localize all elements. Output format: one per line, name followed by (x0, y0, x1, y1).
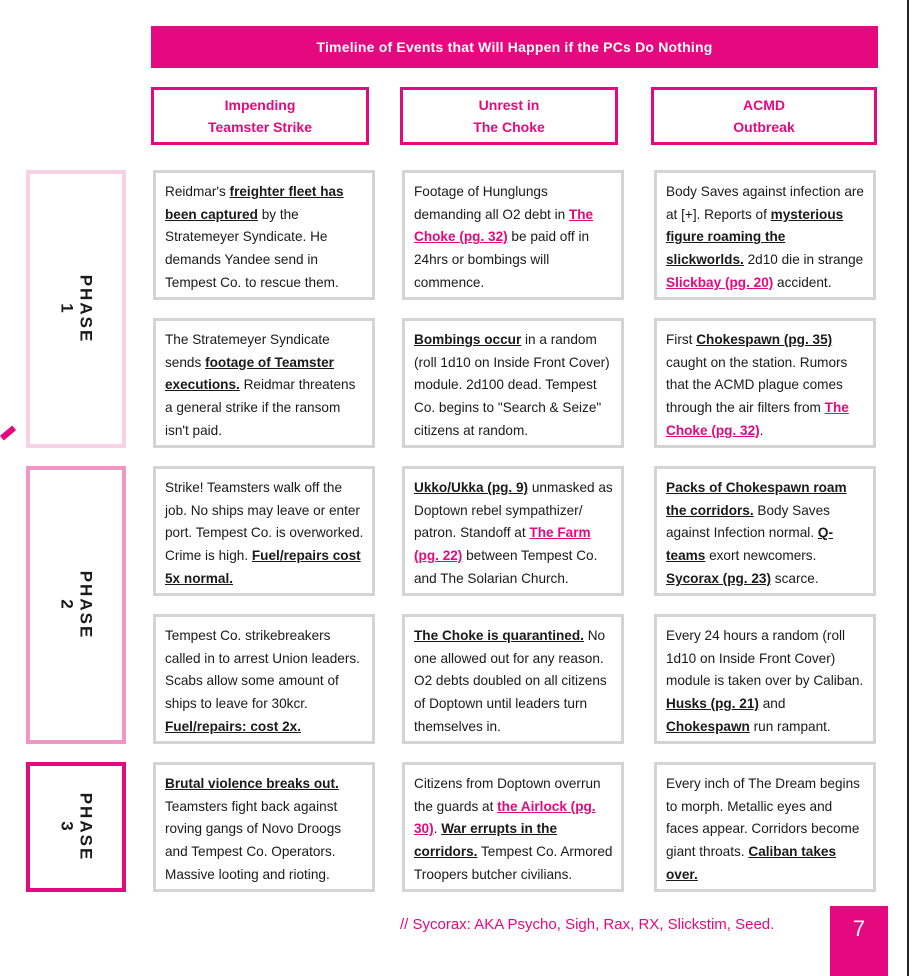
reference-link[interactable]: Brutal violence breaks out. (165, 776, 339, 791)
phase-3-label (57, 793, 95, 862)
column-header-line1: Impending (224, 97, 296, 113)
column-header-line2: Teamster Strike (207, 119, 312, 135)
corner-accent-mark (0, 426, 16, 441)
phase-1-block (26, 170, 126, 448)
phase-3-block (26, 762, 126, 892)
column-header-line1: Unrest in (478, 97, 540, 113)
phase-number: 3 (56, 821, 76, 833)
reference-link[interactable]: Sycorax (pg. 23) (666, 570, 772, 586)
reference-link[interactable]: War errupts in the corridors. (414, 821, 558, 860)
reference-link[interactable]: Ukko/Ukka (pg. 9) (414, 480, 529, 495)
reference-link[interactable]: Chokespawn (pg. 35) (696, 332, 833, 347)
reference-link[interactable]: footage of Teamster executions. (165, 354, 334, 393)
page-reference-link[interactable]: Slickbay (pg. 20) (666, 274, 774, 290)
reference-link[interactable]: Q-teams (666, 525, 833, 564)
column-header-teamster-strike (151, 87, 369, 145)
phase-1-label (57, 275, 95, 344)
reference-link[interactable]: Packs of Chokespawn roam the corridors. (666, 480, 847, 518)
phase-number: 1 (56, 303, 76, 315)
reference-link[interactable]: Fuel/repairs cost 5x normal. (165, 548, 361, 586)
phase-word: PHASE (75, 274, 95, 344)
reference-link[interactable]: Fuel/repairs: cost 2x. (165, 718, 301, 734)
cell-phase1-outbreak-a: Body Saves against infection are at [+]. Reports of mysterious figure roaming the slickworlds. 2d10 die in strange Slickbay (pg. 20) accident. (654, 170, 876, 300)
phase-word: PHASE (75, 792, 95, 862)
page-number: 7 (852, 916, 866, 941)
reference-link[interactable]: mysterious figure roaming the slickworlds. (666, 206, 844, 268)
reference-link[interactable]: Bombings occur (414, 332, 522, 347)
cell-phase3-strike: Brutal violence breaks out. Teamsters fight back against roving gangs of Novo Droogs and Tempest Co. Operators. Massive looting and rioting. (153, 762, 375, 892)
cell-phase2-unrest-a: Ukko/Ukka (pg. 9) unmasked as Doptown rebel sympathizer/ patron. Standoff at The Farm (pg. 22) between Tempest Co. and The Solarian Church. (402, 466, 624, 596)
reference-link[interactable]: freighter fleet has been captured (165, 184, 344, 222)
reference-link[interactable]: Chokespawn (666, 718, 750, 734)
phase-word: PHASE (75, 570, 95, 640)
cell-phase1-strike-b: The Stratemeyer Syndicate sends footage of Teamster executions. Reidmar threatens a general strike if the ransom isn't paid. (153, 318, 375, 448)
column-header-unrest (400, 87, 618, 145)
cell-phase2-strike-b: Tempest Co. strikebreakers called in to arrest Union leaders. Scabs allow some amount of ships to leave for 30kcr. Fuel/repairs: cost 2x. (153, 614, 375, 744)
column-header-line1: ACMD (743, 97, 785, 113)
page-reference-link[interactable]: The Farm (pg. 22) (414, 525, 591, 564)
page-reference-link[interactable]: The Choke (pg. 32) (666, 400, 849, 438)
cell-phase1-outbreak-b: First Chokespawn (pg. 35) caught on the station. Rumors that the ACMD plague comes through the air filters from The Choke (pg. 32). (654, 318, 876, 448)
cell-phase2-outbreak-a: Packs of Chokespawn roam the corridors. Body Saves against Infection normal. Q-teams exort newcomers. Sycorax (pg. 23) scarce. (654, 466, 876, 596)
footer-note: // Sycorax: AKA Psycho, Sigh, Rax, RX, Slickstim, Seed. (400, 916, 775, 933)
reference-link[interactable]: The Choke is quarantined. (414, 628, 584, 643)
cell-phase1-unrest-a: Footage of Hunglungs demanding all O2 debt in The Choke (pg. 32) be paid off in 24hrs or bombings will commence. (402, 170, 624, 300)
page-reference-link[interactable]: The Choke (pg. 32) (414, 206, 594, 245)
page-reference-link[interactable]: the Airlock (pg. 30) (414, 798, 596, 837)
timeline-banner: Timeline of Events that Will Happen if the PCs Do Nothing (151, 26, 878, 68)
cell-phase2-outbreak-b: Every 24 hours a random (roll 1d10 on Inside Front Cover) module is taken over by Caliban. Husks (pg. 21) and Chokespawn run rampant. (654, 614, 876, 744)
column-header-line2: The Choke (473, 119, 545, 135)
cell-phase2-strike-a: Strike! Teamsters walk off the job. No ships may leave or enter port. Tempest Co. is overworked. Crime is high. Fuel/repairs cost 5x normal. (153, 466, 375, 596)
column-header-line2: Outbreak (733, 119, 795, 135)
cell-phase3-outbreak: Every inch of The Dream begins to morph. Metallic eyes and faces appear. Corridors become giant throats. Caliban takes over. (654, 762, 876, 892)
cell-phase1-strike-a: Reidmar's freighter fleet has been captured by the Stratemeyer Syndicate. He demands Yandee send in Tempest Co. to rescue them. (153, 170, 375, 300)
phase-2-block (26, 466, 126, 744)
reference-link[interactable]: Caliban takes over. (666, 844, 837, 882)
reference-link[interactable]: Husks (pg. 21) (666, 696, 759, 712)
cell-phase3-unrest: Citizens from Doptown overrun the guards at the Airlock (pg. 30). War errupts in the corridors. Tempest Co. Armored Troopers butcher civilians. (402, 762, 624, 892)
column-header-acmd-outbreak (651, 87, 877, 145)
phase-number: 2 (56, 599, 76, 611)
cell-phase2-unrest-b: The Choke is quarantined. No one allowed out for any reason. O2 debts doubled on all citizens of Doptown until leaders turn themselves in. (402, 614, 624, 744)
page-edge-rule (907, 0, 909, 976)
cell-phase1-unrest-b: Bombings occur in a random (roll 1d10 on Inside Front Cover) module. 2d100 dead. Tempest Co. begins to "Search & Seize" citizens at random. (402, 318, 624, 448)
phase-2-label (57, 571, 95, 640)
page-number-badge (830, 906, 888, 976)
